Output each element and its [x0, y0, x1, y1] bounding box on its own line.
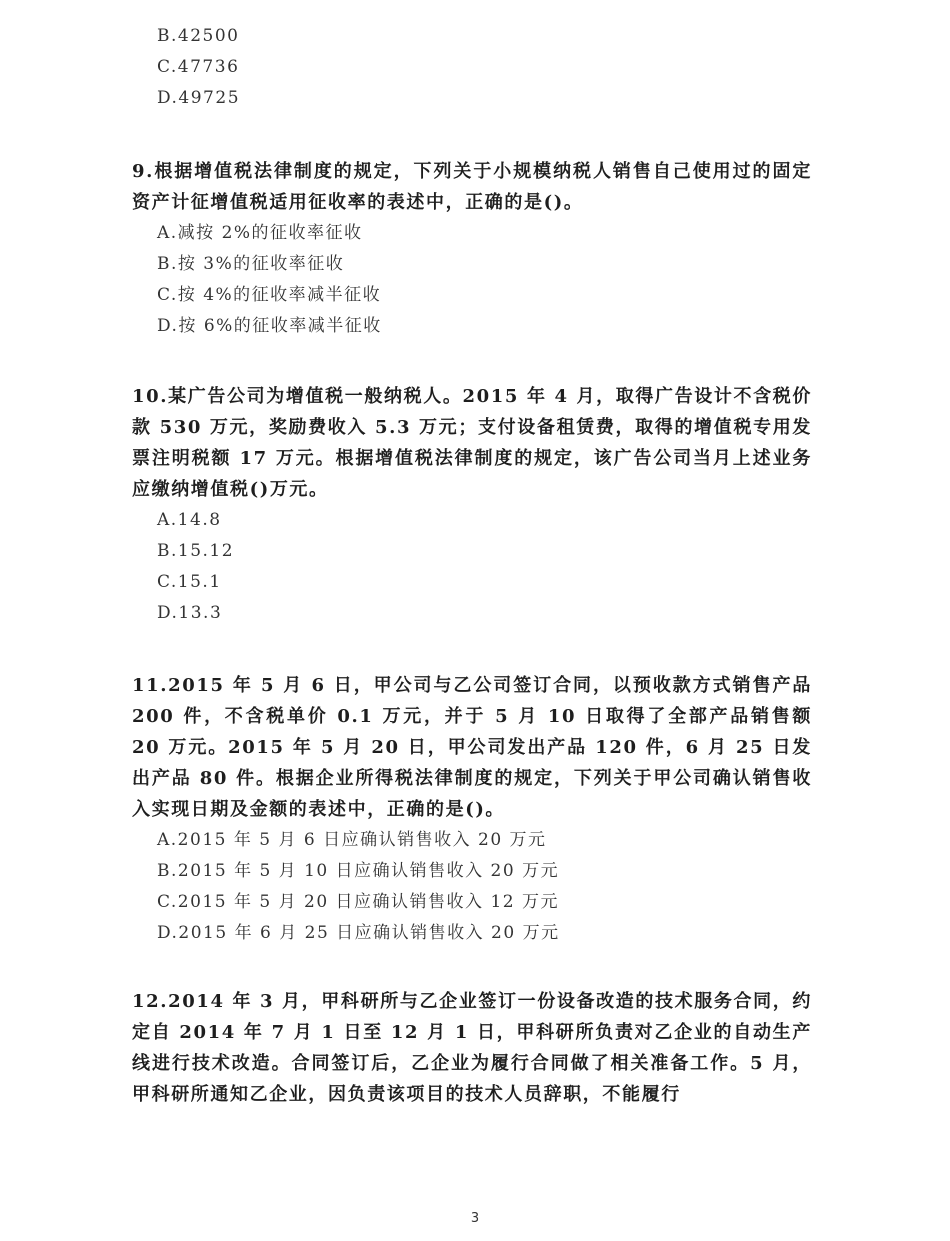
option-c: C.按 4%的征收率减半征收 — [157, 285, 382, 305]
question-9 — [132, 156, 812, 342]
option-d: D.13.3 — [157, 603, 223, 623]
option-a: A.14.8 — [157, 510, 222, 530]
prev-question-options — [132, 21, 812, 114]
option-c: C.2015 年 5 月 20 日应确认销售收入 12 万元 — [157, 892, 559, 912]
page-number: 3 — [470, 1211, 480, 1226]
option-b: B.15.12 — [157, 541, 235, 561]
question-text: 9.根据增值税法律制度的规定，下列关于小规模纳税人销售自己使用过的固定资产计征增值税适用征收率的表述中，正确的是()。 — [132, 161, 812, 213]
question-text: 10.某广告公司为增值税一般纳税人。2015 年 4 月，取得广告设计不含税价款 530 万元，奖励费收入 5.3 万元；支付设备租赁费，取得的增值税专用发票注明税额 17 万元。根据增值税法律制度的规定，该广告公司当月上述业务应缴纳增值税()万元。 — [132, 386, 812, 500]
question-10 — [132, 381, 812, 629]
option-a: A.减按 2%的征收率征收 — [157, 223, 363, 243]
question-11 — [132, 670, 812, 949]
option-d: D.2015 年 6 月 25 日应确认销售收入 20 万元 — [157, 923, 560, 943]
option-b: B.2015 年 5 月 10 日应确认销售收入 20 万元 — [157, 861, 560, 881]
option-b: B.42500 — [157, 26, 240, 46]
question-text: 11.2015 年 5 月 6 日，甲公司与乙公司签订合同，以预收款方式销售产品 200 件，不含税单价 0.1 万元，并于 5 月 10 日取得了全部产品销售额 20 万元。2015 年 5 月 20 日，甲公司发出产品 120 件，6 月 25 日发出产品 80 件。根据企业所得税法律制度的规定，下列关于甲公司确认销售收入实现日期及金额的表述中，正确的是()。 — [132, 675, 812, 820]
option-c: C.15.1 — [157, 572, 222, 592]
option-d: D.按 6%的征收率减半征收 — [157, 316, 382, 336]
option-c: C.47736 — [157, 57, 240, 77]
question-12 — [132, 986, 812, 1110]
option-b: B.按 3%的征收率征收 — [157, 254, 345, 274]
option-a: A.2015 年 5 月 6 日应确认销售收入 20 万元 — [157, 830, 547, 850]
option-d: D.49725 — [157, 88, 241, 108]
question-text: 12.2014 年 3 月，甲科研所与乙企业签订一份设备改造的技术服务合同，约定自 2014 年 7 月 1 日至 12 月 1 日，甲科研所负责对乙企业的自动生产线进行技术改造。合同签订后，乙企业为履行合同做了相关准备工作。5 月，甲科研所通知乙企业，因负责该项目的技术人员辞职，不能履行 — [132, 991, 812, 1105]
